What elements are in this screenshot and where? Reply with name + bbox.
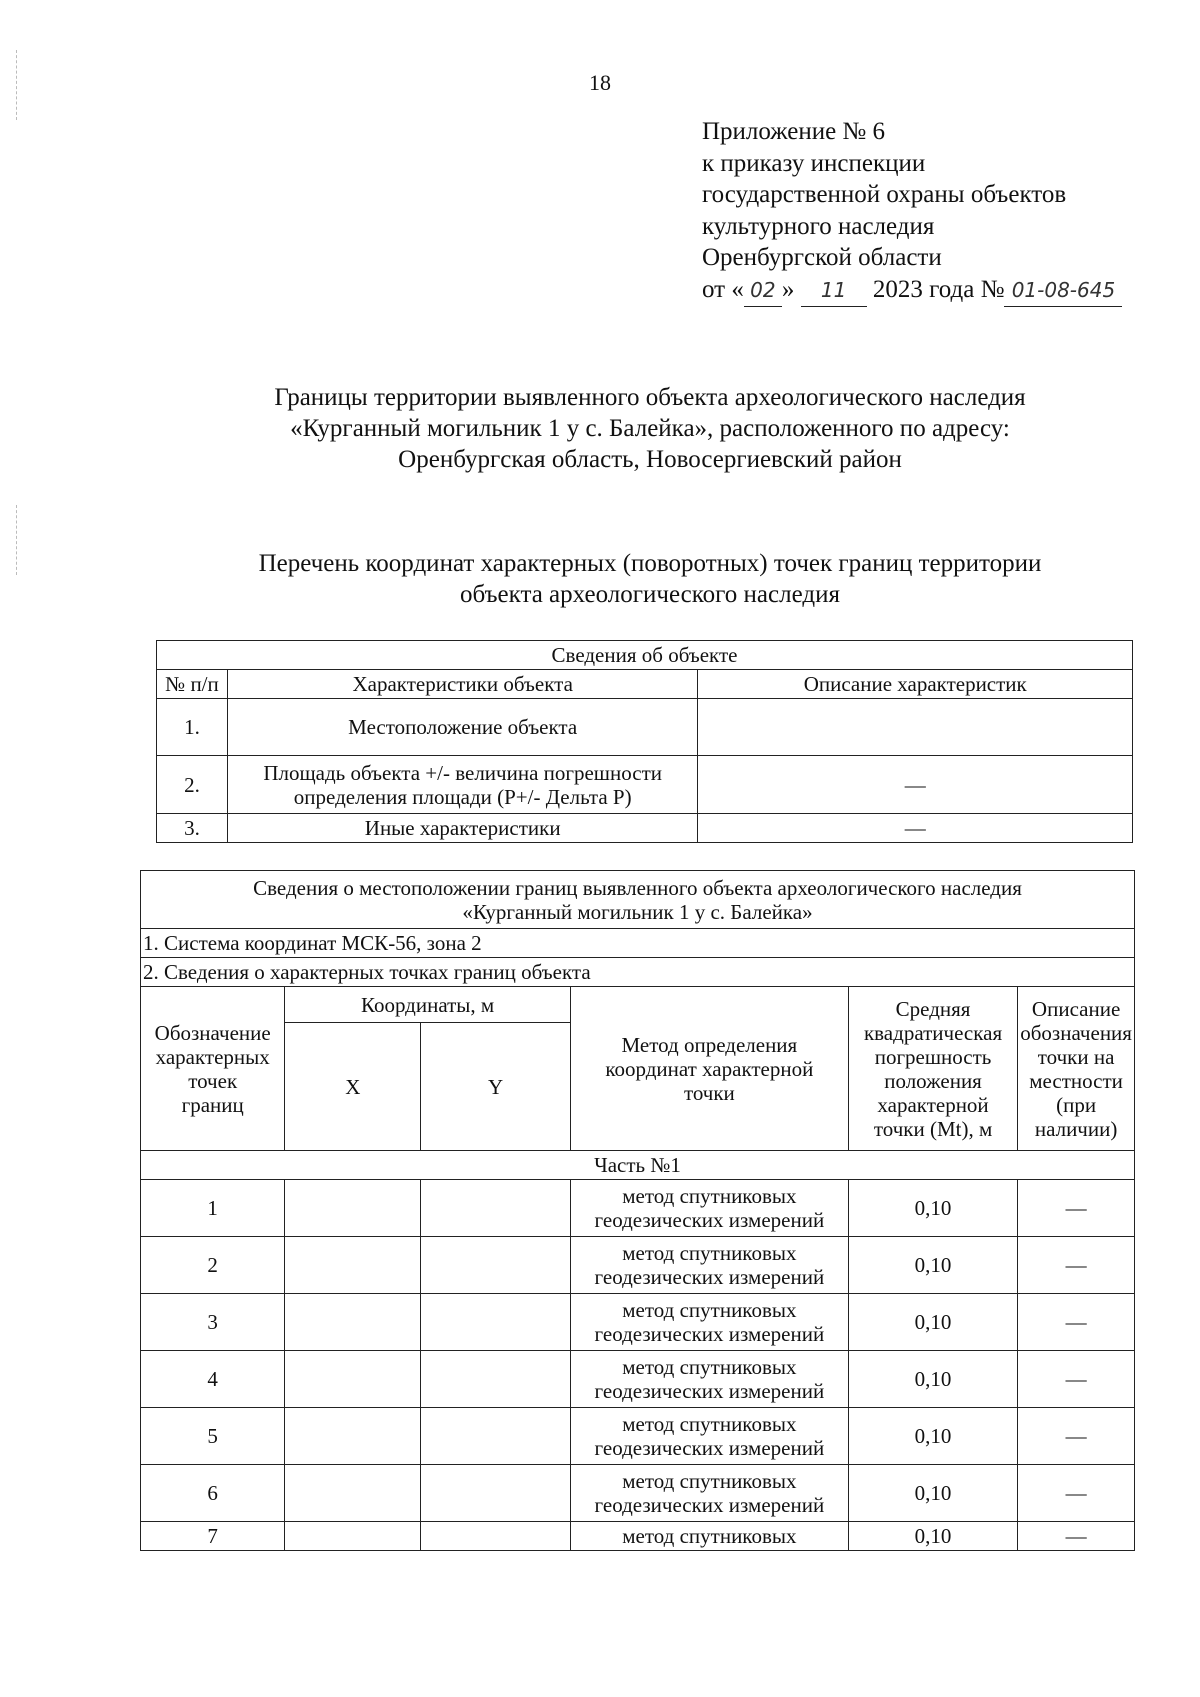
header-line: точки (Mt), м xyxy=(873,1116,993,1141)
header-line: Обозначение xyxy=(154,1020,271,1045)
coordinate-y xyxy=(421,1180,571,1237)
table-row xyxy=(157,814,1133,843)
method-cell xyxy=(570,1351,848,1408)
date-year: 2023 года № xyxy=(872,275,1005,303)
mt-value: 0,10 xyxy=(848,1522,1017,1551)
table-caption: Сведения об объекте xyxy=(157,641,1133,670)
method-line: метод спутниковых xyxy=(622,1298,797,1322)
row-number: 1. xyxy=(157,699,228,756)
document-title xyxy=(0,382,1200,475)
header-line: квадратическая xyxy=(863,1020,1003,1045)
method-cell xyxy=(570,1408,848,1465)
header-line: погрешность xyxy=(874,1044,992,1069)
header-line: координат характерной xyxy=(605,1056,814,1081)
mt-value: 0,10 xyxy=(848,1351,1017,1408)
description-cell: — xyxy=(1018,1237,1135,1294)
table-row xyxy=(141,1351,1135,1408)
method-cell xyxy=(570,1294,848,1351)
column-header: № п/п xyxy=(157,670,228,699)
mt-value: 0,10 xyxy=(848,1294,1017,1351)
row-characteristic: Иные характеристики xyxy=(227,814,698,843)
method-cell xyxy=(570,1465,848,1522)
object-info-table xyxy=(156,640,1133,843)
coordinate-x xyxy=(285,1522,421,1551)
method-line: метод спутниковых xyxy=(622,1412,797,1436)
method-cell xyxy=(570,1180,848,1237)
coordinate-y xyxy=(421,1351,571,1408)
appendix-line: Оренбургской области xyxy=(702,244,942,271)
table-row xyxy=(141,1180,1135,1237)
table-caption xyxy=(141,871,1135,929)
appendix-line: к приказу инспекции xyxy=(702,149,926,177)
mt-value: 0,10 xyxy=(848,1180,1017,1237)
coordinate-x xyxy=(285,1237,421,1294)
row-characteristic: Местоположение объекта xyxy=(227,699,698,756)
point-number: 1 xyxy=(141,1180,285,1237)
row-value: — xyxy=(698,756,1133,814)
header-line: Описание xyxy=(1031,996,1121,1021)
header-line: характерной xyxy=(877,1092,989,1117)
row-number: 3. xyxy=(157,814,228,843)
coordinate-x xyxy=(285,1180,421,1237)
method-line: метод спутниковых xyxy=(622,1355,797,1379)
header-line: характерных xyxy=(155,1044,270,1069)
column-header: Характеристики объекта xyxy=(227,670,698,699)
appendix-header xyxy=(702,116,1122,307)
coordinate-x xyxy=(285,1408,421,1465)
appendix-line: культурного наследия xyxy=(702,212,935,240)
table-row xyxy=(141,1294,1135,1351)
point-number: 5 xyxy=(141,1408,285,1465)
table-row xyxy=(157,756,1133,814)
description-cell: — xyxy=(1018,1408,1135,1465)
date-day: 02 xyxy=(744,275,782,308)
order-number: 01-08-645 xyxy=(1004,275,1122,308)
document-subtitle xyxy=(0,548,1200,610)
coordinate-y xyxy=(421,1294,571,1351)
description-cell: — xyxy=(1018,1351,1135,1408)
subtitle-line: объекта археологического наследия xyxy=(460,581,840,608)
table-row xyxy=(141,1237,1135,1294)
characteristic-line: Площадь объекта +/- величина погрешности xyxy=(263,760,662,785)
point-number: 3 xyxy=(141,1294,285,1351)
appendix-line: Приложение № 6 xyxy=(702,118,886,145)
row-characteristic xyxy=(227,756,698,814)
coordinate-y xyxy=(421,1522,571,1551)
method-cell: метод спутниковых xyxy=(570,1522,848,1551)
caption-line: «Курганный могильник 1 у с. Балейка» xyxy=(462,899,813,924)
table-row xyxy=(141,1465,1135,1522)
date-month: 11 xyxy=(801,275,867,308)
coordinate-x xyxy=(285,1465,421,1522)
appendix-line: государственной охраны объектов xyxy=(702,181,1067,208)
method-line: геодезических измерений xyxy=(594,1208,825,1232)
method-line: геодезических измерений xyxy=(594,1493,825,1517)
title-line: Оренбургская область, Новосергиевский район xyxy=(398,446,902,473)
row-value: — xyxy=(698,814,1133,843)
header-line: обозначения xyxy=(1020,1020,1132,1045)
date-prefix: от xyxy=(702,275,726,303)
column-header-coordinates: Координаты, м xyxy=(285,987,570,1023)
subtitle-line: Перечень координат характерных (поворотных) точек границ территории xyxy=(258,550,1042,577)
title-line: Границы территории выявленного объекта археологического наследия xyxy=(274,384,1026,411)
header-line: точки на xyxy=(1037,1044,1115,1069)
coordinate-system: 1. Система координат МСК-56, зона 2 xyxy=(141,929,1135,958)
header-line: Средняя xyxy=(895,996,971,1021)
method-line: метод спутниковых xyxy=(622,1184,797,1208)
point-number: 6 xyxy=(141,1465,285,1522)
method-cell xyxy=(570,1237,848,1294)
mt-value: 0,10 xyxy=(848,1408,1017,1465)
method-line: геодезических измерений xyxy=(594,1265,825,1289)
header-line: (при xyxy=(1056,1092,1097,1117)
column-header-y: Y xyxy=(421,1023,571,1151)
characteristic-line: определения площади (Р+/- Дельта Р) xyxy=(293,784,632,809)
header-line: границ xyxy=(181,1092,244,1117)
coordinate-x xyxy=(285,1294,421,1351)
mt-value: 0,10 xyxy=(848,1465,1017,1522)
method-line: геодезических измерений xyxy=(594,1322,825,1346)
table-row xyxy=(157,699,1133,756)
description-cell: — xyxy=(1018,1522,1135,1551)
column-header-description xyxy=(1018,987,1135,1151)
point-number: 7 xyxy=(141,1522,285,1551)
coordinate-x xyxy=(285,1351,421,1408)
row-value xyxy=(698,699,1133,756)
points-header: 2. Сведения о характерных точках границ объекта xyxy=(141,958,1135,987)
column-header: Описание характеристик xyxy=(698,670,1133,699)
header-line: местности xyxy=(1029,1068,1123,1093)
header-line: точки xyxy=(683,1080,735,1105)
header-line: Метод определения xyxy=(621,1032,798,1057)
part-label: Часть №1 xyxy=(141,1151,1135,1180)
table-row xyxy=(141,1408,1135,1465)
page-number: 18 xyxy=(589,70,611,95)
point-number: 2 xyxy=(141,1237,285,1294)
column-header-error xyxy=(848,987,1017,1151)
title-line: «Курганный могильник 1 у с. Балейка», расположенного по адресу: xyxy=(290,415,1010,442)
description-cell: — xyxy=(1018,1294,1135,1351)
description-cell: — xyxy=(1018,1465,1135,1522)
coordinate-y xyxy=(421,1237,571,1294)
description-cell: — xyxy=(1018,1180,1135,1237)
method-line: метод спутниковых xyxy=(622,1469,797,1493)
column-header-x: X xyxy=(285,1023,421,1151)
method-line: геодезических измерений xyxy=(594,1436,825,1460)
header-line: наличии) xyxy=(1034,1116,1118,1141)
boundary-points-table xyxy=(140,870,1135,1551)
coordinate-y xyxy=(421,1465,571,1522)
column-header-designation xyxy=(141,987,285,1151)
column-header-method xyxy=(570,987,848,1151)
mt-value: 0,10 xyxy=(848,1237,1017,1294)
header-line: точек xyxy=(188,1068,238,1093)
header-line: положения xyxy=(884,1068,982,1093)
order-date-line: от « 02 » 11 2023 года № 01-08-645 xyxy=(702,274,1122,308)
method-line: метод спутниковых xyxy=(622,1241,797,1265)
coordinate-y xyxy=(421,1408,571,1465)
row-number: 2. xyxy=(157,756,228,814)
point-number: 4 xyxy=(141,1351,285,1408)
method-line: геодезических измерений xyxy=(594,1379,825,1403)
caption-line: Сведения о местоположении границ выявленного объекта археологического наследия xyxy=(253,875,1022,900)
table-row xyxy=(141,1522,1135,1551)
